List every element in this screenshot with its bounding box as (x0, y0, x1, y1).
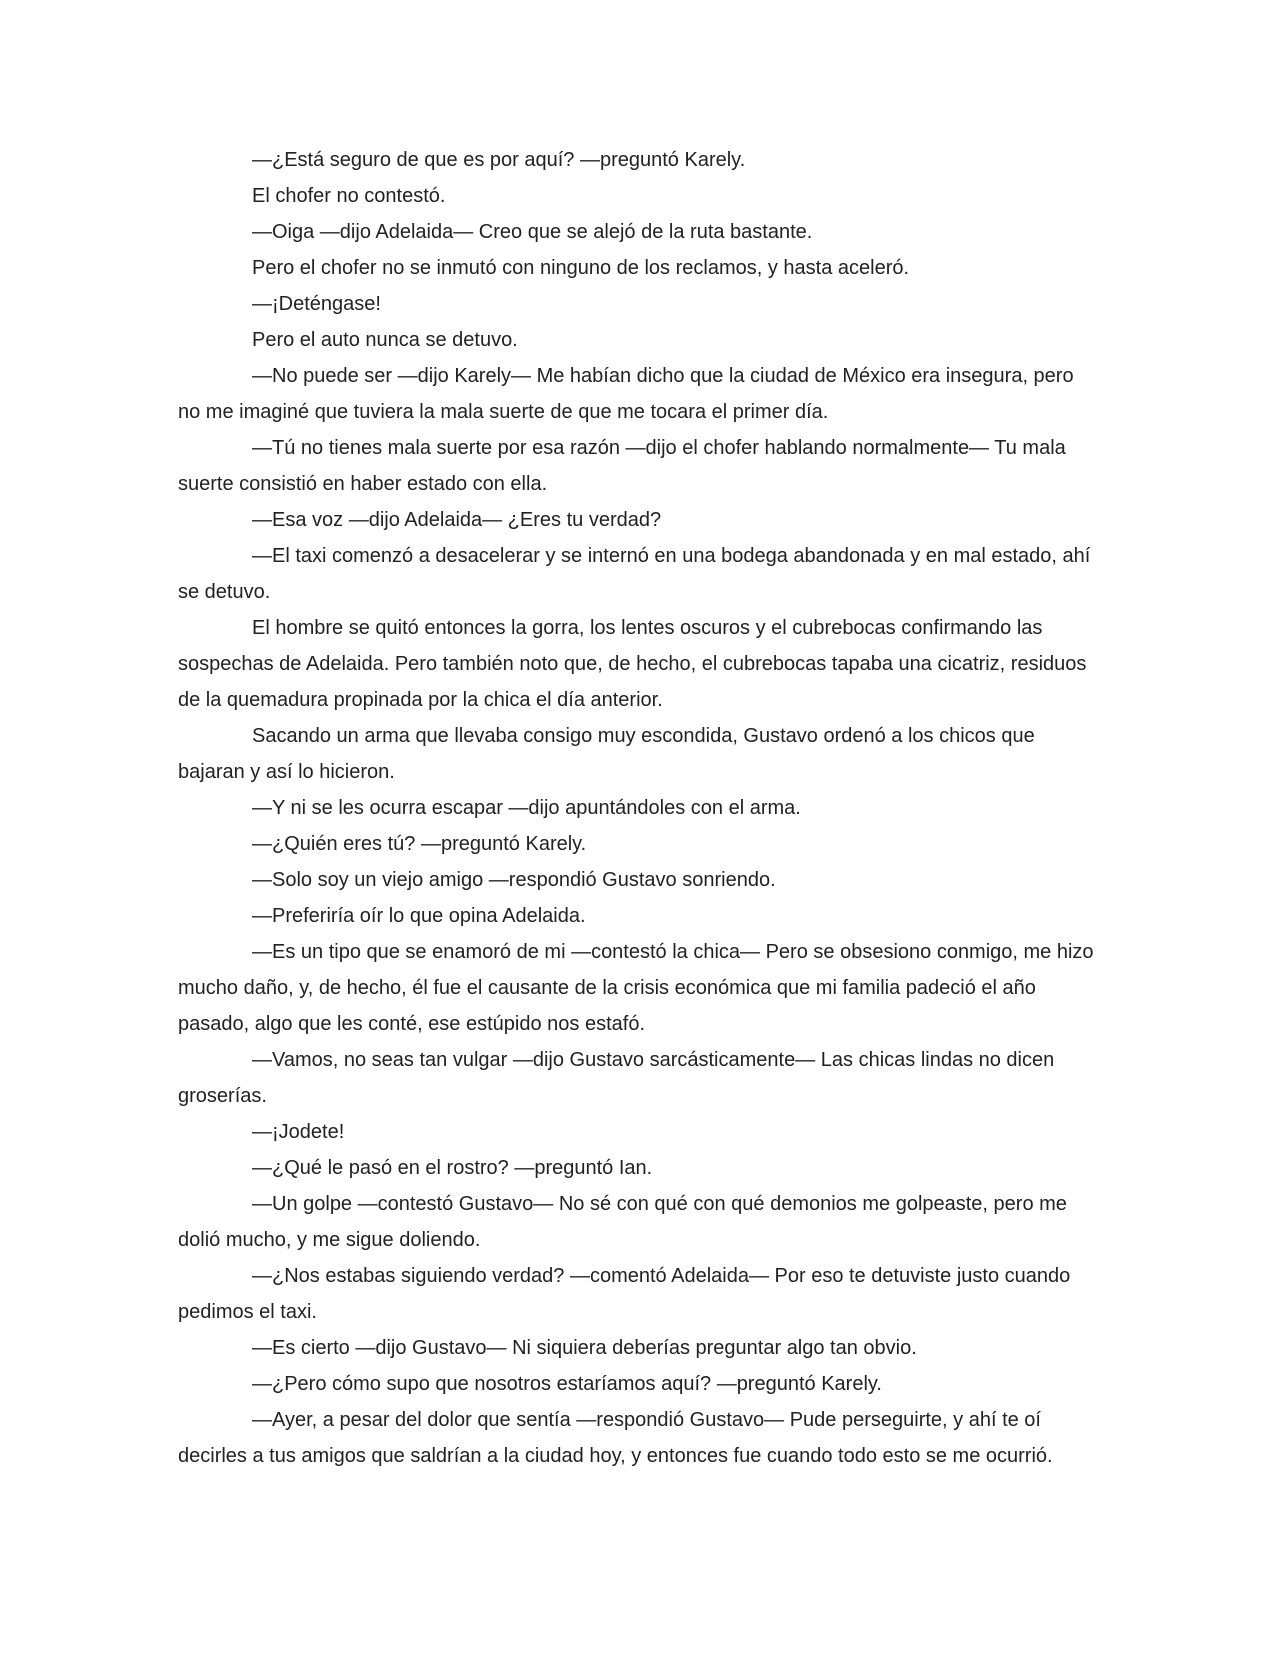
paragraph-4: Pero el chofer no se inmutó con ninguno de los reclamos, y hasta aceleró. (252, 257, 910, 279)
paragraph-5: —¡Deténgase! (252, 293, 381, 315)
document-page (178, 142, 1095, 1474)
paragraph-14: —¿Quién eres tú? —preguntó Karely. (252, 833, 587, 855)
paragraph-25: —Ayer, a pesar del dolor que sentía —respondió Gustavo— Pude perseguirte, y ahí te oí decirles a tus amigos que saldrían a la ciudad hoy, y entonces fue cuando todo esto se me ocurrió. (178, 1409, 1053, 1467)
paragraph-8: —Tú no tienes mala suerte por esa razón —dijo el chofer hablando normalmente— Tu mala suerte consistió en haber estado con ella. (178, 437, 1066, 495)
paragraph-16: —Preferiría oír lo que opina Adelaida. (252, 905, 586, 927)
paragraph-10: —El taxi comenzó a desacelerar y se internó en una bodega abandonada y en mal estado, ahí se detuvo. (178, 545, 1091, 603)
paragraph-22: —¿Nos estabas siguiendo verdad? —comentó Adelaida— Por eso te detuviste justo cuando pedimos el taxi. (178, 1265, 1071, 1323)
paragraph-3: —Oiga —dijo Adelaida— Creo que se alejó de la ruta bastante. (252, 221, 813, 243)
paragraph-15: —Solo soy un viejo amigo —respondió Gustavo sonriendo. (252, 869, 776, 891)
paragraph-13: —Y ni se les ocurra escapar —dijo apuntándoles con el arma. (252, 797, 801, 819)
paragraph-24: —¿Pero cómo supo que nosotros estaríamos aquí? —preguntó Karely. (252, 1373, 882, 1395)
paragraph-12: Sacando un arma que llevaba consigo muy escondida, Gustavo ordenó a los chicos que bajaran y así lo hicieron. (178, 725, 1035, 783)
paragraph-18: —Vamos, no seas tan vulgar —dijo Gustavo sarcásticamente— Las chicas lindas no dicen groserías. (178, 1049, 1055, 1107)
paragraph-23: —Es cierto —dijo Gustavo— Ni siquiera deberías preguntar algo tan obvio. (252, 1337, 917, 1359)
paragraph-7: —No puede ser —dijo Karely— Me habían dicho que la ciudad de México era insegura, pero no me imaginé que tuviera la mala suerte de que me tocara el primer día. (178, 365, 1074, 423)
paragraph-2: El chofer no contestó. (252, 185, 446, 207)
paragraph-21: —Un golpe —contestó Gustavo— No sé con qué con qué demonios me golpeaste, pero me dolió mucho, y me sigue doliendo. (178, 1193, 1067, 1251)
paragraph-17: —Es un tipo que se enamoró de mi —contestó la chica— Pero se obsesiono conmigo, me hizo mucho daño, y, de hecho, él fue el causante de la crisis económica que mi familia padeció el año pasado, algo que les conté, ese estúpido nos estafó. (178, 941, 1094, 1035)
paragraph-20: —¿Qué le pasó en el rostro? —preguntó Ian. (252, 1157, 653, 1179)
paragraph-6: Pero el auto nunca se detuvo. (252, 329, 518, 351)
paragraph-9: —Esa voz —dijo Adelaida— ¿Eres tu verdad? (252, 509, 662, 531)
paragraph-1: —¿Está seguro de que es por aquí? —preguntó Karely. (252, 149, 746, 171)
paragraph-11: El hombre se quitó entonces la gorra, los lentes oscuros y el cubrebocas confirmando las sospechas de Adelaida. Pero también noto que, de hecho, el cubrebocas tapaba una cicatriz, residuos de la quemadura propinada por la chica el día anterior. (178, 617, 1087, 711)
paragraph-19: —¡Jodete! (252, 1121, 345, 1143)
